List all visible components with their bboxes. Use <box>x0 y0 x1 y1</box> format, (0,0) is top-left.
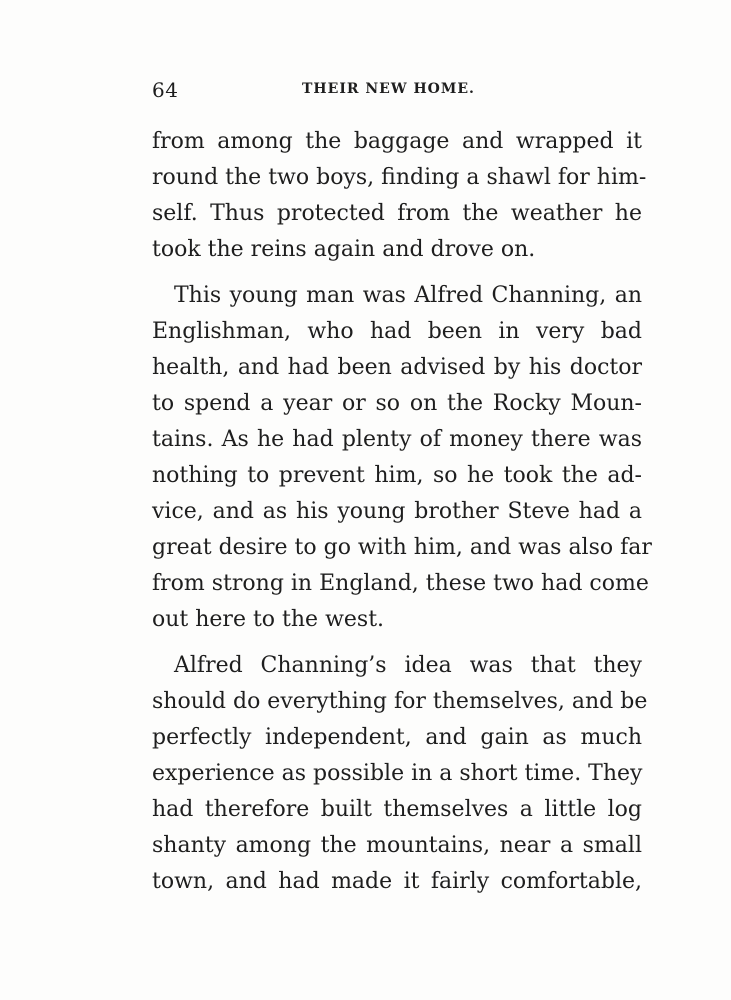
text-line: great desire to go with him, and was also far <box>152 535 652 560</box>
text-line: took the reins again and drove on. <box>152 237 536 262</box>
text-line: out here to the west. <box>152 607 385 632</box>
paragraph <box>152 278 652 638</box>
text-line: from strong in England, these two had come <box>152 571 649 596</box>
text-line: self. Thus protected from the weather he <box>152 201 642 226</box>
running-title: THEIR NEW HOME. <box>302 81 475 97</box>
text-line: nothing to prevent him, so he took the ad- <box>152 463 642 488</box>
body-text <box>152 124 652 900</box>
paragraph <box>152 648 648 900</box>
text-line: tains. As he had plenty of money there was <box>152 427 642 452</box>
text-line: Alfred Channing’s idea was that they <box>174 653 642 678</box>
text-line: perfectly independent, and gain as much <box>152 725 642 750</box>
page-header <box>152 78 642 106</box>
text-line: town, and had made it fairly comfortable, <box>152 869 642 894</box>
text-line: to spend a year or so on the Rocky Moun- <box>152 391 642 416</box>
text-line: should do everything for themselves, and be <box>152 689 648 714</box>
text-line: Englishman, who had been in very bad <box>152 319 642 344</box>
text-line: from among the baggage and wrapped it <box>152 129 642 154</box>
text-line: experience as possible in a short time. They <box>152 761 643 786</box>
text-line: round the two boys, finding a shawl for him- <box>152 165 647 190</box>
text-line: vice, and as his young brother Steve had a <box>152 499 642 524</box>
text-line: health, and had been advised by his doctor <box>152 355 642 380</box>
text-line: This young man was Alfred Channing, an <box>174 283 642 308</box>
page-number: 64 <box>152 78 179 102</box>
text-line: had therefore built themselves a little log <box>152 797 642 822</box>
text-line: shanty among the mountains, near a small <box>152 833 642 858</box>
paragraph <box>152 124 647 268</box>
